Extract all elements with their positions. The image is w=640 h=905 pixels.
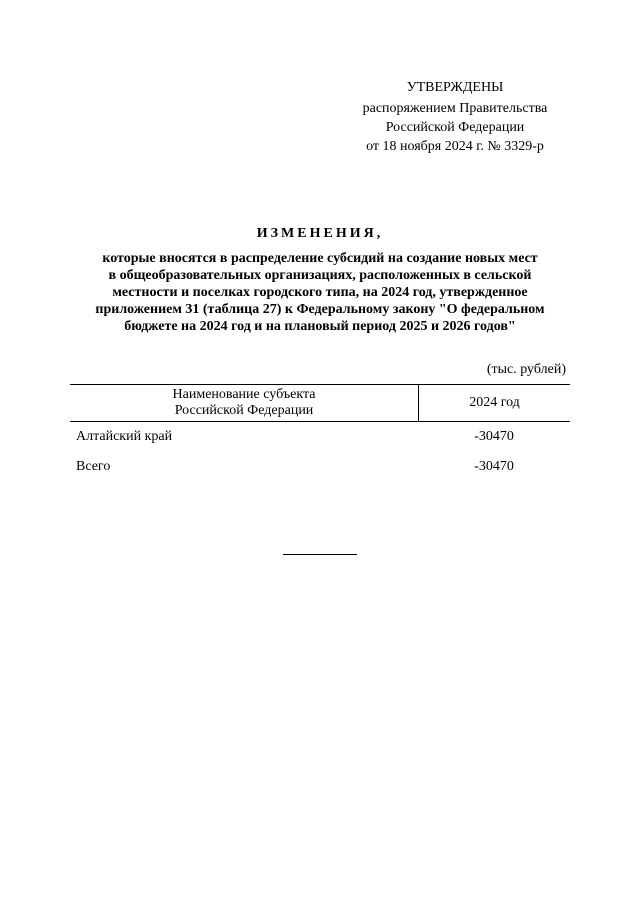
row-value: -30470 — [474, 459, 514, 474]
approval-block — [340, 78, 570, 156]
approval-heading: УТВЕРЖДЕНЫ — [406, 80, 504, 95]
table-row-total — [70, 452, 570, 482]
header-subject-name — [70, 385, 419, 421]
row-value: -30470 — [474, 429, 514, 444]
header-year: 2024 год — [469, 395, 520, 410]
subtitle-line: бюджете на 2024 год и на плановый период 2025 и 2026 годов" — [124, 319, 516, 334]
end-divider — [283, 554, 357, 555]
subtitle-line: которые вносятся в распределение субсидий на создание новых мест — [102, 251, 538, 266]
subtitle-line: приложением 31 (таблица 27) к Федеральному закону "О федеральном — [95, 302, 545, 317]
header-subject-line: Наименование субъекта — [172, 387, 316, 402]
document-title: ИЗМЕНЕНИЯ, — [256, 226, 384, 241]
header-subject-line: Российской Федерации — [174, 403, 314, 418]
approval-line: распоряжением Правительства — [362, 101, 548, 116]
document-subtitle — [70, 250, 570, 335]
row-subject-name: Всего — [76, 459, 111, 474]
row-subject-name: Алтайский край — [76, 429, 173, 444]
units-note: (тыс. рублей) — [486, 362, 566, 377]
table-header — [70, 384, 570, 422]
subtitle-line: местности и поселках городского типа, на 2024 год, утвержденное — [112, 285, 528, 300]
subtitle-line: в общеобразовательных организациях, расположенных в сельской — [108, 268, 532, 283]
approval-date: от 18 ноября 2024 г. № 3329-р — [366, 139, 544, 154]
approval-line: Российской Федерации — [385, 120, 525, 135]
subsidy-table — [70, 384, 570, 482]
table-row — [70, 422, 570, 452]
